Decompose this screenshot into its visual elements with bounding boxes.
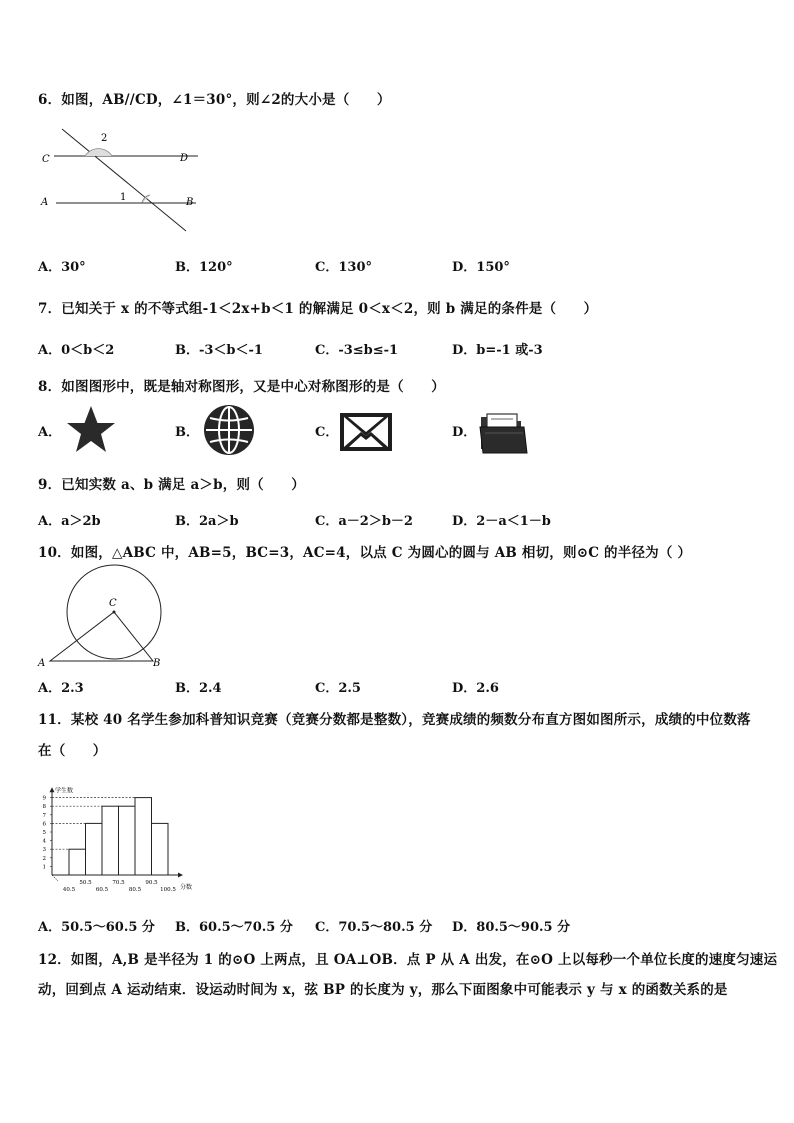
histogram-bar — [102, 806, 119, 875]
x-tick-label: 100.5 — [160, 887, 176, 893]
q6-option-a: A．30° — [38, 260, 86, 275]
histogram-bar — [69, 849, 86, 875]
y-tick-label: 5 — [42, 830, 46, 836]
q8-option-d: D． — [452, 425, 477, 440]
q7-option-d: D．b=-1 或-3 — [452, 343, 543, 358]
q6-option-b: B．120° — [175, 260, 233, 275]
q10-figure — [38, 575, 173, 675]
y-axis-arrow — [50, 787, 55, 792]
q11-option-a: A．50.5～60.5 分 — [38, 920, 155, 935]
q6-text: 6．如图，AB//CD，∠1＝30°，则∠2的大小是（ ） — [38, 92, 391, 108]
q10-label-c: C — [109, 598, 117, 609]
x-tick-label: 50.5 — [79, 880, 92, 886]
y-tick-label: 1 — [42, 864, 46, 871]
q9-option-a: A．a＞2b — [38, 514, 101, 529]
x-tick-label: 90.5 — [145, 880, 158, 886]
histogram-bar — [119, 806, 136, 875]
x-axis-arrow — [178, 873, 183, 878]
y-tick-label: 4 — [42, 838, 46, 845]
q8-text: 8．如图图形中，既是轴对称图形，又是中心对称图形的是（ ） — [38, 379, 445, 395]
histogram-chart — [30, 775, 210, 895]
q9-text: 9．已知实数 a、b 满足 a＞b，则（ ） — [38, 477, 305, 493]
y-tick-label: 6 — [42, 821, 46, 828]
q7-option-b: B．-3＜b＜-1 — [175, 343, 263, 358]
q7-text: 7．已知关于 x 的不等式组-1＜2x+b＜1 的解满足 0＜x＜2，则 b 满足的条件是（ ） — [38, 301, 598, 317]
q8-option-c: C． — [315, 425, 339, 440]
q10-text: 10．如图，△ABC 中，AB=5，BC=3，AC=4，以点 C 为圆心的圆与 AB 相切，则⊙C 的半径为（ ） — [38, 545, 692, 561]
histogram-bar — [152, 823, 169, 875]
q11-option-c: C．70.5～80.5 分 — [315, 920, 433, 935]
axis-break — [52, 875, 58, 881]
histogram-bar — [135, 798, 152, 875]
folder-icon — [477, 405, 531, 459]
q10-option-b: B．2.4 — [175, 681, 222, 696]
q10-option-d: D．2.6 — [452, 681, 499, 696]
q9-option-d: D．2－a＜1－b — [452, 514, 551, 529]
x-tick-label: 40.5 — [62, 887, 76, 893]
q8-option-b: B． — [175, 425, 199, 440]
q6-figure — [38, 125, 208, 235]
q11-text-line1: 11．某校 40 名学生参加科普知识竞赛（竞赛分数都是整数），竞赛成绩的频数分布直方图如图所示，成绩的中位数落 — [38, 712, 751, 728]
q9-option-b: B．2a＞b — [175, 514, 239, 529]
q11-text-line2: 在（ ） — [38, 743, 107, 759]
q10-option-c: C．2.5 — [315, 681, 361, 696]
q6-label-b: B — [186, 197, 194, 208]
q6-label-c: C — [42, 154, 50, 165]
histogram-bar — [86, 823, 103, 875]
q10-label-b: B — [153, 658, 161, 669]
y-tick-label: 9 — [42, 795, 46, 802]
q9-option-c: C．a－2＞b－2 — [315, 514, 413, 529]
q11-option-b: B．60.5～70.5 分 — [175, 920, 293, 935]
q10-option-a: A．2.3 — [38, 681, 84, 696]
x-tick-label: 70.5 — [112, 880, 125, 886]
q10-label-a: A — [38, 658, 46, 669]
x-tick-label: 60.5 — [95, 887, 109, 893]
q6-angle-1: 1 — [120, 192, 127, 203]
q12-text-line2: 动，回到点 A 运动结束．设运动时间为 x，弦 BP 的长度为 y，那么下面图象中可能表示 y 与 x 的函数关系的是 — [38, 982, 728, 998]
y-axis-label: 学生数 — [55, 787, 74, 795]
envelope-icon — [339, 405, 393, 459]
globe-icon — [202, 403, 256, 457]
q6-option-c: C．130° — [315, 260, 372, 275]
q6-angle-2: 2 — [101, 133, 108, 144]
y-tick-label: 8 — [42, 804, 46, 811]
y-tick-label: 2 — [42, 855, 46, 862]
q6-option-d: D．150° — [452, 260, 510, 275]
q7-option-c: C．-3≤b≤-1 — [315, 343, 399, 358]
q8-option-a: A． — [38, 425, 62, 440]
q12-text-line1: 12．如图，A,B 是半径为 1 的⊙O 上两点，且 OA⊥OB．点 P 从 A 出发，在⊙O 上以每秒一个单位长度的速度匀速运 — [38, 952, 778, 968]
q6-label-d: D — [180, 153, 189, 164]
q11-option-d: D．80.5～90.5 分 — [452, 920, 571, 935]
q6-label-a: A — [41, 197, 49, 208]
y-tick-label: 3 — [42, 847, 46, 854]
x-tick-label: 80.5 — [128, 887, 142, 893]
star-icon — [64, 403, 118, 457]
q7-option-a: A．0＜b＜2 — [38, 343, 115, 358]
x-axis-label: 分数 — [180, 884, 193, 891]
y-tick-label: 7 — [42, 812, 46, 819]
